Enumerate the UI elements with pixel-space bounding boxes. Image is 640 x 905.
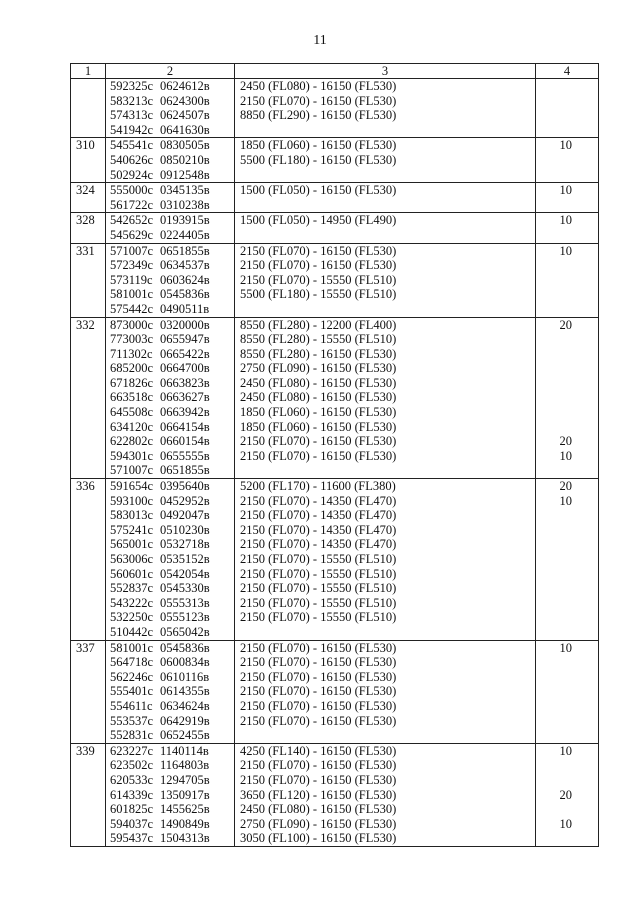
coordinate-pair — [110, 744, 234, 759]
coordinate-pair — [110, 273, 234, 288]
longitude-code: 0532718в — [160, 537, 210, 552]
header-row — [71, 64, 599, 79]
flight-level-range: 2150 (FL070) - 15550 (FL510) — [240, 552, 397, 566]
coordinate-pair — [110, 463, 234, 478]
coordinate-pair — [110, 94, 234, 109]
longitude-code: 0395640в — [160, 479, 210, 494]
row-number-cell — [71, 640, 106, 743]
coordinate-pair — [110, 228, 234, 243]
coordinate-pair — [110, 376, 234, 391]
latitude-code: 510442с — [110, 624, 154, 639]
latitude-code: 561722с — [110, 197, 154, 212]
flight-level-range: 8550 (FL280) - 16150 (FL530) — [240, 346, 397, 361]
coordinates-cell — [106, 743, 235, 846]
latitude-code: 601825с — [110, 802, 154, 817]
coordinate-pair — [110, 508, 234, 523]
longitude-code: 0600834в — [160, 655, 210, 670]
flight-level-range: 2450 (FL080) - 16150 (FL530) — [240, 802, 397, 817]
flight-level-range: 8850 (FL290) - 16150 (FL530) — [240, 108, 397, 123]
latitude-code: 571007с — [110, 463, 154, 478]
longitude-code: 0555123в — [160, 610, 210, 625]
coordinate-pair — [110, 802, 234, 817]
longitude-code: 0663627в — [160, 390, 210, 405]
row-number: 332 — [76, 317, 95, 332]
coordinate-pair — [110, 625, 234, 640]
flight-levels-cell — [235, 183, 536, 213]
coordinate-pair — [110, 287, 234, 302]
coordinate-pair — [110, 655, 234, 670]
table-row — [71, 743, 599, 846]
value: 20 — [559, 787, 572, 802]
flight-levels-cell — [235, 243, 536, 317]
coordinate-pair — [110, 788, 234, 803]
row-number-cell — [71, 213, 106, 243]
latitude-code: 555000с — [110, 183, 154, 198]
column-header-1: 1 — [71, 64, 106, 79]
airspace-table — [70, 63, 599, 847]
longitude-code: 1350917в — [160, 787, 210, 802]
coordinate-pair — [110, 213, 234, 228]
value — [536, 361, 572, 376]
latitude-code: 575442с — [110, 301, 154, 316]
longitude-code: 0492047в — [160, 508, 210, 523]
longitude-code: 0642919в — [160, 713, 210, 728]
value — [536, 390, 572, 405]
table-row — [71, 138, 599, 183]
flight-level-range: 2150 (FL070) - 15550 (FL510) — [240, 566, 397, 581]
longitude-code: 0655947в — [160, 332, 210, 347]
row-number-cell — [71, 79, 106, 138]
longitude-code: 0652455в — [160, 728, 210, 743]
latitude-code: 614339с — [110, 787, 154, 802]
coordinate-pair — [110, 258, 234, 273]
latitude-code: 583213с — [110, 93, 154, 108]
longitude-code: 0545330в — [160, 581, 210, 596]
coordinate-pair — [110, 332, 234, 347]
coordinate-pair — [110, 347, 234, 362]
row-number: 337 — [76, 640, 95, 655]
value: 10 — [559, 816, 572, 831]
latitude-code: 591654с — [110, 479, 154, 494]
flight-level-range: 4250 (FL140) - 16150 (FL530) — [240, 743, 397, 758]
flight-level-range: 2150 (FL070) - 15550 (FL510) — [240, 610, 397, 625]
coordinate-pair — [110, 123, 234, 138]
flight-level-range: 2150 (FL070) - 16150 (FL530) — [240, 655, 397, 670]
flight-level-range: 3050 (FL100) - 16150 (FL530) — [240, 831, 397, 846]
latitude-code: 623227с — [110, 743, 154, 758]
flight-level-range: 2750 (FL090) - 16150 (FL530) — [240, 816, 397, 831]
latitude-code: 594037с — [110, 816, 154, 831]
flight-level-range: 2450 (FL080) - 16150 (FL530) — [240, 79, 397, 93]
latitude-code: 663518с — [110, 390, 154, 405]
table-body — [71, 79, 599, 847]
value: 20 — [559, 479, 572, 494]
coordinate-pair — [110, 537, 234, 552]
coordinate-pair — [110, 153, 234, 168]
flight-level-range: 1850 (FL060) - 16150 (FL530) — [240, 419, 397, 434]
flight-level-range: 2150 (FL070) - 16150 (FL530) — [240, 258, 397, 273]
value-cell — [536, 79, 599, 138]
page-number: 11 — [313, 33, 327, 48]
longitude-code: 0542054в — [160, 566, 210, 581]
coordinate-pair — [110, 420, 234, 435]
value: 10 — [559, 640, 572, 655]
flight-levels-cell — [235, 213, 536, 243]
coordinate-pair — [110, 831, 234, 846]
longitude-code: 0641630в — [160, 122, 210, 137]
longitude-code: 0545836в — [160, 640, 210, 655]
flight-level-range: 2150 (FL070) - 14350 (FL470) — [240, 508, 397, 523]
flight-levels-cell — [235, 479, 536, 641]
longitude-code: 0663942в — [160, 405, 210, 420]
coordinate-pair — [110, 479, 234, 494]
flight-level-range: 2150 (FL070) - 15550 (FL510) — [240, 581, 397, 596]
coordinate-pair — [110, 596, 234, 611]
row-number-cell — [71, 183, 106, 213]
longitude-code: 0624300в — [160, 93, 210, 108]
flight-level-range: 3650 (FL120) - 16150 (FL530) — [240, 787, 397, 802]
value-cell — [536, 640, 599, 743]
coordinate-pair — [110, 684, 234, 699]
latitude-code: 574313с — [110, 108, 154, 123]
flight-level-range: 5500 (FL180) - 15550 (FL510) — [240, 287, 397, 302]
flight-level-range: 2150 (FL070) - 16150 (FL530) — [240, 713, 397, 728]
latitude-code: 562246с — [110, 669, 154, 684]
flight-level-range: 5200 (FL170) - 11600 (FL380) — [240, 479, 396, 494]
table-row — [71, 213, 599, 243]
longitude-code: 0320000в — [160, 317, 210, 332]
longitude-code: 0565042в — [160, 624, 210, 639]
coordinate-pair — [110, 390, 234, 405]
value-cell — [536, 243, 599, 317]
flight-level-range: 2450 (FL080) - 16150 (FL530) — [240, 375, 397, 390]
coordinates-cell — [106, 213, 235, 243]
coordinates-cell — [106, 479, 235, 641]
latitude-code: 594301с — [110, 448, 154, 463]
latitude-code: 560601с — [110, 566, 154, 581]
latitude-code: 685200с — [110, 361, 154, 376]
latitude-code: 565001с — [110, 537, 154, 552]
coordinate-pair — [110, 758, 234, 773]
value — [536, 802, 572, 817]
latitude-code: 593100с — [110, 493, 154, 508]
latitude-code: 622802с — [110, 434, 154, 449]
table-row — [71, 479, 599, 641]
coordinate-pair — [110, 183, 234, 198]
longitude-code: 1164803в — [160, 758, 210, 773]
row-number: 339 — [76, 743, 95, 758]
flight-level-range: 2150 (FL070) - 16150 (FL530) — [240, 243, 397, 258]
latitude-code: 564718с — [110, 655, 154, 670]
flight-level-range: 2150 (FL070) - 15550 (FL510) — [240, 595, 397, 610]
row-number-cell — [71, 138, 106, 183]
coordinate-pair — [110, 728, 234, 743]
coordinates-cell — [106, 317, 235, 479]
coordinate-pair — [110, 79, 234, 94]
coordinate-pair — [110, 361, 234, 376]
longitude-code: 1504313в — [160, 831, 210, 846]
coordinate-pair — [110, 699, 234, 714]
longitude-code: 1455625в — [160, 802, 210, 817]
longitude-code: 0664700в — [160, 361, 210, 376]
longitude-code: 0651855в — [160, 243, 210, 258]
coordinate-pair — [110, 108, 234, 123]
value: 10 — [559, 493, 572, 508]
longitude-code: 0535152в — [160, 552, 210, 566]
latitude-code: 572349с — [110, 258, 154, 273]
latitude-code: 773003с — [110, 332, 154, 347]
flight-levels-cell — [235, 138, 536, 183]
longitude-code: 0555313в — [160, 595, 210, 610]
value — [536, 758, 572, 773]
flight-level-range: 2150 (FL070) - 16150 (FL530) — [240, 698, 397, 713]
value: 10 — [559, 743, 572, 758]
longitude-code: 1490849в — [160, 816, 210, 831]
latitude-code: 581001с — [110, 640, 154, 655]
coordinate-pair — [110, 552, 234, 567]
value-cell — [536, 317, 599, 479]
latitude-code: 543222с — [110, 595, 154, 610]
latitude-code: 571007с — [110, 243, 154, 258]
coordinate-pair — [110, 405, 234, 420]
longitude-code: 0510230в — [160, 522, 210, 537]
coordinate-pair — [110, 610, 234, 625]
coordinate-pair — [110, 449, 234, 464]
longitude-code: 0664154в — [160, 419, 210, 434]
latitude-code: 573119с — [110, 272, 153, 287]
longitude-code: 0224405в — [160, 227, 210, 242]
flight-level-range: 2150 (FL070) - 16150 (FL530) — [240, 684, 397, 699]
latitude-code: 542652с — [110, 213, 154, 228]
coordinate-pair — [110, 714, 234, 729]
latitude-code: 581001с — [110, 287, 154, 302]
longitude-code: 0634624в — [160, 698, 210, 713]
longitude-code: 0651855в — [160, 463, 210, 478]
longitude-code: 0545836в — [160, 287, 210, 302]
row-number: 328 — [76, 213, 95, 228]
longitude-code: 0603624в — [160, 272, 210, 287]
flight-level-range: 1500 (FL050) - 16150 (FL530) — [240, 183, 397, 198]
coordinates-cell — [106, 243, 235, 317]
row-number: 324 — [76, 183, 95, 198]
latitude-code: 711302с — [110, 346, 153, 361]
value — [536, 420, 572, 435]
longitude-code: 0634537в — [160, 258, 210, 273]
longitude-code: 0660154в — [160, 434, 210, 449]
latitude-code: 623502с — [110, 758, 154, 773]
coordinate-pair — [110, 523, 234, 538]
row-number-cell — [71, 243, 106, 317]
coordinate-pair — [110, 318, 234, 333]
longitude-code: 0665422в — [160, 346, 210, 361]
value — [536, 376, 572, 391]
value: 10 — [559, 243, 572, 258]
coordinate-pair — [110, 138, 234, 153]
latitude-code: 671826с — [110, 375, 154, 390]
coordinate-pair — [110, 198, 234, 213]
value: 10 — [559, 448, 572, 463]
flight-level-range: 2150 (FL070) - 16150 (FL530) — [240, 434, 397, 449]
coordinate-pair — [110, 168, 234, 183]
coordinate-pair — [110, 434, 234, 449]
latitude-code: 553537с — [110, 713, 154, 728]
coordinate-pair — [110, 581, 234, 596]
longitude-code: 0614355в — [160, 684, 210, 699]
flight-level-range: 2150 (FL070) - 15550 (FL510) — [240, 272, 397, 287]
flight-level-range: 2150 (FL070) - 14350 (FL470) — [240, 522, 397, 537]
table-row — [71, 183, 599, 213]
flight-levels-cell — [235, 317, 536, 479]
longitude-code: 0830505в — [160, 138, 210, 153]
flight-level-range: 2150 (FL070) - 16150 (FL530) — [240, 640, 397, 655]
flight-level-range: 2150 (FL070) - 16150 (FL530) — [240, 758, 397, 773]
value — [536, 332, 572, 347]
longitude-code: 0610116в — [160, 669, 210, 684]
coordinates-cell — [106, 138, 235, 183]
latitude-code: 583013с — [110, 508, 154, 523]
value — [536, 773, 572, 788]
latitude-code: 595437с — [110, 831, 154, 846]
row-number — [76, 79, 105, 94]
table-row — [71, 243, 599, 317]
coordinate-pair — [110, 670, 234, 685]
latitude-code: 552831с — [110, 728, 154, 743]
coordinates-cell — [106, 183, 235, 213]
flight-levels-cell — [235, 79, 536, 138]
value — [536, 405, 572, 420]
flight-level-range: 2150 (FL070) - 16150 (FL530) — [240, 448, 397, 463]
value-cell — [536, 183, 599, 213]
longitude-code: 0624612в — [160, 79, 210, 93]
value-cell — [536, 743, 599, 846]
coordinate-pair — [110, 302, 234, 317]
longitude-code: 0310238в — [160, 197, 210, 212]
latitude-code: 552837с — [110, 581, 154, 596]
longitude-code: 0850210в — [160, 152, 210, 167]
table-row — [71, 79, 599, 138]
value-cell — [536, 138, 599, 183]
flight-levels-cell — [235, 640, 536, 743]
latitude-code: 873000с — [110, 317, 154, 332]
flight-level-range: 8550 (FL280) - 12200 (FL400) — [240, 317, 397, 332]
latitude-code: 645508с — [110, 405, 154, 420]
latitude-code: 540626с — [110, 152, 154, 167]
flight-level-range: 1500 (FL050) - 14950 (FL490) — [240, 213, 397, 228]
coordinates-cell — [106, 640, 235, 743]
value: 10 — [559, 138, 572, 153]
column-header-4: 4 — [536, 64, 599, 79]
latitude-code: 592325с — [110, 79, 154, 93]
longitude-code: 0345135в — [160, 183, 210, 198]
longitude-code: 1140114в — [160, 743, 209, 758]
latitude-code: 554611с — [110, 698, 153, 713]
longitude-code: 0663823в — [160, 375, 210, 390]
latitude-code: 634120с — [110, 419, 154, 434]
latitude-code: 545541с — [110, 138, 154, 153]
value-cell — [536, 213, 599, 243]
latitude-code: 541942с — [110, 122, 154, 137]
value: 20 — [559, 317, 572, 332]
coordinates-cell — [106, 79, 235, 138]
flight-level-range: 1850 (FL060) - 16150 (FL530) — [240, 405, 397, 420]
coordinate-pair — [110, 817, 234, 832]
table-row — [71, 640, 599, 743]
latitude-code: 575241с — [110, 522, 154, 537]
flight-level-range: 2150 (FL070) - 14350 (FL470) — [240, 493, 397, 508]
coordinate-pair — [110, 494, 234, 509]
longitude-code: 0452952в — [160, 493, 210, 508]
coordinate-pair — [110, 641, 234, 656]
latitude-code: 620533с — [110, 772, 154, 787]
row-number-cell — [71, 743, 106, 846]
coordinate-pair — [110, 244, 234, 259]
longitude-code: 0655555в — [160, 448, 210, 463]
flight-level-range: 2150 (FL070) - 16150 (FL530) — [240, 772, 397, 787]
value — [536, 347, 572, 362]
longitude-code: 1294705в — [160, 772, 210, 787]
value: 10 — [559, 213, 572, 228]
row-number: 331 — [76, 243, 95, 258]
value-cell — [536, 479, 599, 641]
coordinate-pair — [110, 773, 234, 788]
column-header-2: 2 — [106, 64, 235, 79]
longitude-code: 0912548в — [160, 167, 210, 182]
flight-level-range: 1850 (FL060) - 16150 (FL530) — [240, 138, 397, 153]
latitude-code: 502924с — [110, 167, 154, 182]
flight-level-range: 8550 (FL280) - 15550 (FL510) — [240, 332, 397, 347]
latitude-code: 563006с — [110, 552, 154, 566]
flight-level-range: 2150 (FL070) - 16150 (FL530) — [240, 93, 397, 108]
value: 20 — [559, 434, 572, 449]
latitude-code: 532250с — [110, 610, 154, 625]
longitude-code: 0490511в — [160, 301, 210, 316]
flight-levels-cell — [235, 743, 536, 846]
row-number-cell — [71, 479, 106, 641]
longitude-code: 0193915в — [160, 213, 210, 228]
latitude-code: 555401с — [110, 684, 154, 699]
flight-level-range: 2150 (FL070) - 14350 (FL470) — [240, 537, 397, 552]
value: 10 — [559, 183, 572, 198]
row-number: 336 — [76, 479, 95, 494]
row-number-cell — [71, 317, 106, 479]
flight-level-range: 5500 (FL180) - 16150 (FL530) — [240, 152, 397, 167]
flight-level-range: 2750 (FL090) - 16150 (FL530) — [240, 361, 397, 376]
longitude-code: 0624507в — [160, 108, 210, 123]
latitude-code: 545629с — [110, 227, 154, 242]
flight-level-range: 2450 (FL080) - 16150 (FL530) — [240, 390, 397, 405]
table-row — [71, 317, 599, 479]
column-header-3: 3 — [235, 64, 536, 79]
row-number: 310 — [76, 138, 95, 153]
flight-level-range: 2150 (FL070) - 16150 (FL530) — [240, 669, 397, 684]
coordinate-pair — [110, 567, 234, 582]
